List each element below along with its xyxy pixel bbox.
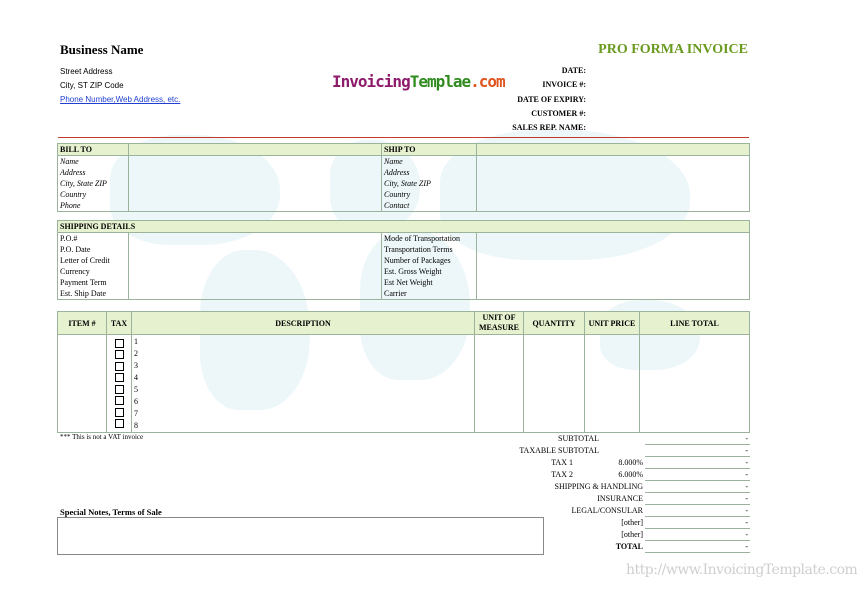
- bill-to-address-label: Address: [58, 167, 129, 178]
- bill-ship-table: [57, 143, 750, 212]
- business-contact-link[interactable]: Phone Number,Web Address, etc.: [60, 95, 181, 104]
- line-number: 7: [134, 409, 138, 418]
- col-item-number: ITEM #: [58, 312, 107, 335]
- line-number: 8: [134, 421, 138, 430]
- total-value: -: [645, 541, 750, 553]
- col-unit-price: UNIT PRICE: [585, 312, 640, 335]
- shipping-left-values[interactable]: [129, 233, 382, 300]
- transportation-terms-label: Transportation Terms: [382, 244, 477, 255]
- special-notes-box[interactable]: [57, 517, 544, 555]
- col-line-total: LINE TOTAL: [640, 312, 750, 335]
- customer-number-label: CUSTOMER #:: [531, 109, 586, 118]
- vat-note: *** This is not a VAT invoice: [60, 433, 144, 441]
- watermark-url: http://www.InvoicingTemplate.com: [626, 562, 857, 578]
- summary-value: -: [645, 517, 750, 529]
- mode-of-transportation-label: Mode of Transportation: [382, 233, 477, 245]
- shipping-right-values[interactable]: [477, 233, 750, 300]
- invoice-number-label: INVOICE #:: [542, 80, 586, 89]
- number-of-packages-label: Number of Packages: [382, 255, 477, 266]
- summary-value: -: [645, 469, 750, 481]
- quantity-cell[interactable]: [524, 335, 585, 433]
- tax-checkbox[interactable]: [115, 350, 124, 359]
- line-number: 4: [134, 373, 138, 382]
- line-number: 1: [134, 337, 138, 346]
- line-number: 6: [134, 397, 138, 406]
- header-divider: [58, 137, 749, 138]
- summary-rate: 6.000%: [618, 470, 643, 479]
- letter-of-credit-label: Letter of Credit: [58, 255, 129, 266]
- ship-to-country-label: Country: [382, 189, 477, 200]
- tax-checkbox[interactable]: [115, 373, 124, 382]
- company-logo: InvoicingTemplae.com: [332, 72, 505, 91]
- net-weight-label: Est Net Weight: [382, 277, 477, 288]
- summary-label: [other]: [621, 530, 643, 539]
- ship-to-header: SHIP TO: [382, 144, 477, 156]
- bill-to-phone-label: Phone: [58, 200, 129, 212]
- date-label: DATE:: [561, 66, 586, 75]
- summary-value: -: [645, 505, 750, 517]
- shipping-details-header: SHIPPING DETAILS: [58, 221, 750, 233]
- summary-label: TAXABLE SUBTOTAL: [519, 446, 599, 455]
- ship-to-value[interactable]: [477, 156, 750, 212]
- tax-checkbox[interactable]: [115, 419, 124, 428]
- unit-of-measure-cell[interactable]: [475, 335, 524, 433]
- summary-value: -: [645, 481, 750, 493]
- date-of-expiry-label: DATE OF EXPIRY:: [517, 95, 586, 104]
- summary-label: TAX 2: [551, 470, 573, 479]
- summary-label: [other]: [621, 518, 643, 527]
- summary-value: -: [645, 457, 750, 469]
- tax-checkbox[interactable]: [115, 339, 124, 348]
- total-label: TOTAL: [615, 542, 643, 551]
- business-city: City, ST ZIP Code: [60, 81, 124, 90]
- tax-checkbox[interactable]: [115, 385, 124, 394]
- business-street: Street Address: [60, 67, 113, 76]
- bill-to-value[interactable]: [129, 156, 382, 212]
- ship-to-name-label: Name: [382, 156, 477, 168]
- currency-label: Currency: [58, 266, 129, 277]
- po-date-label: P.O. Date: [58, 244, 129, 255]
- bill-to-country-label: Country: [58, 189, 129, 200]
- summary-label: TAX 1: [551, 458, 573, 467]
- summary-value: -: [645, 445, 750, 457]
- col-unit-of-measure: UNIT OF MEASURE: [475, 312, 524, 335]
- summary-label: SUBTOTAL: [558, 434, 599, 443]
- bill-to-city-label: City, State ZIP: [58, 178, 129, 189]
- bill-to-header: BILL TO: [58, 144, 129, 156]
- summary-label: LEGAL/CONSULAR: [571, 506, 643, 515]
- summary-value: -: [645, 529, 750, 541]
- invoice-title: PRO FORMA INVOICE: [598, 42, 748, 57]
- est-ship-date-label: Est. Ship Date: [58, 288, 129, 300]
- line-number: 2: [134, 349, 138, 358]
- line-total-cell[interactable]: [640, 335, 750, 433]
- line-number: 5: [134, 385, 138, 394]
- sales-rep-label: SALES REP. NAME:: [512, 123, 586, 132]
- summary-rate: 8.000%: [618, 458, 643, 467]
- ship-to-contact-label: Contact: [382, 200, 477, 212]
- unit-price-cell[interactable]: [585, 335, 640, 433]
- item-number-cell[interactable]: [58, 335, 107, 433]
- col-quantity: QUANTITY: [524, 312, 585, 335]
- shipping-details-table: [57, 220, 750, 300]
- line-items-table: [57, 311, 750, 433]
- po-number-label: P.O.#: [58, 233, 129, 245]
- carrier-label: Carrier: [382, 288, 477, 300]
- summary-label: SHIPPING & HANDLING: [554, 482, 643, 491]
- bill-to-name-label: Name: [58, 156, 129, 168]
- gross-weight-label: Est. Gross Weight: [382, 266, 477, 277]
- tax-checkbox-column: [107, 335, 132, 433]
- tax-checkbox[interactable]: [115, 362, 124, 371]
- summary-value: -: [645, 433, 750, 445]
- summary-value: -: [645, 493, 750, 505]
- summary-label: INSURANCE: [597, 494, 643, 503]
- line-number: 3: [134, 361, 138, 370]
- description-column[interactable]: [132, 335, 475, 433]
- business-name: Business Name: [60, 42, 144, 57]
- tax-checkbox[interactable]: [115, 408, 124, 417]
- special-notes-title: Special Notes, Terms of Sale: [60, 507, 162, 517]
- tax-checkbox[interactable]: [115, 396, 124, 405]
- payment-term-label: Payment Term: [58, 277, 129, 288]
- col-tax: TAX: [107, 312, 132, 335]
- ship-to-city-label: City, State ZIP: [382, 178, 477, 189]
- ship-to-address-label: Address: [382, 167, 477, 178]
- col-description: DESCRIPTION: [132, 312, 475, 335]
